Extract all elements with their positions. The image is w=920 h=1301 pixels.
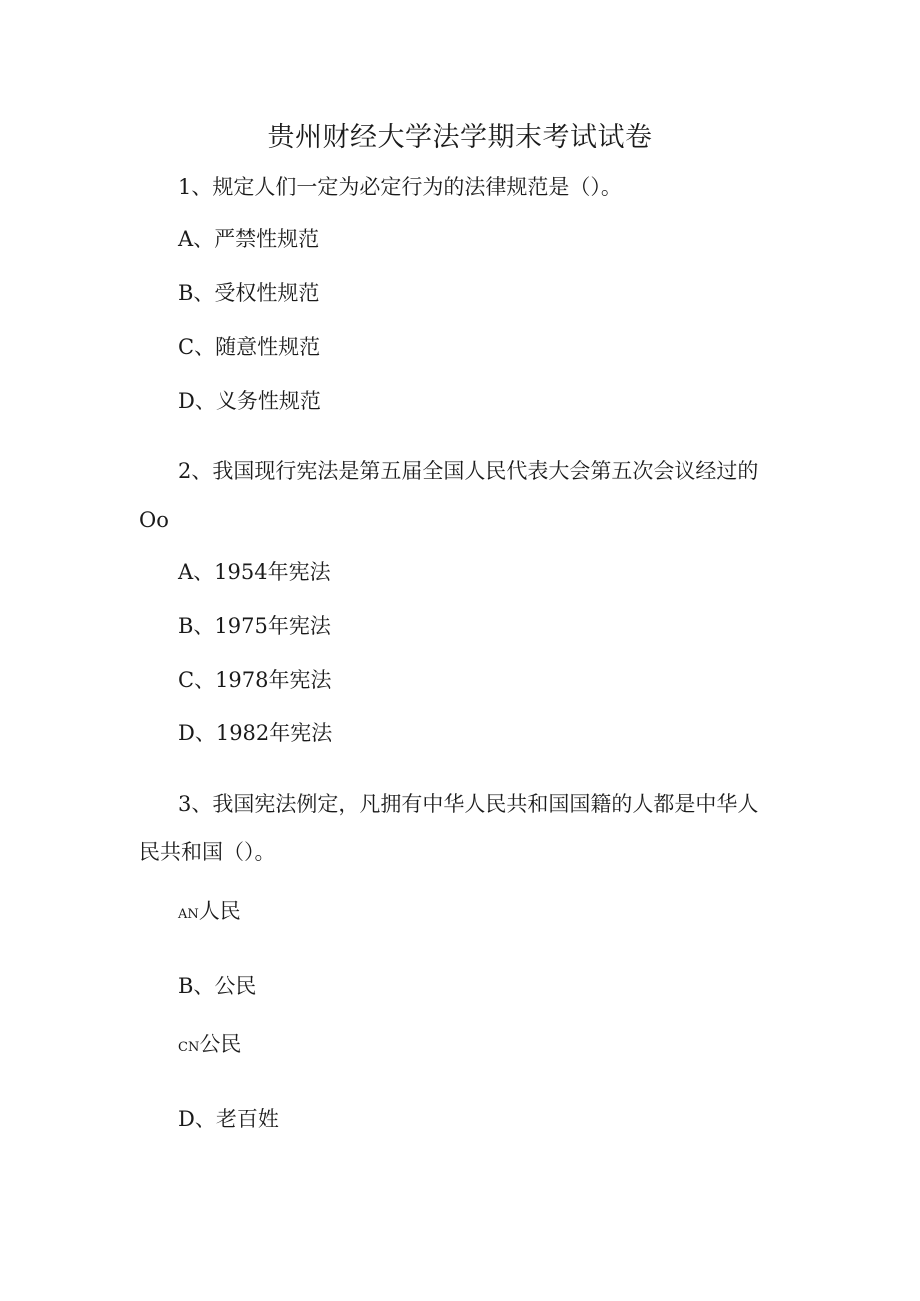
question-2-option-a: A、1954年宪法 [178,560,331,584]
question-3-option-c [178,1029,241,1063]
question-1-stem: 1、规定人们一定为必定行为的法律规范是（）。 [178,175,622,199]
question-3-option-a [178,896,241,930]
question-1-option-c: C、随意性规范 [178,335,321,359]
option-a-text: 人民 [198,899,241,923]
option-c-text: 公民 [199,1032,242,1056]
question-3-stem-line-2: 民共和国（）。 [139,840,276,864]
question-3-stem-line-1: 3、我国宪法例定，凡拥有中华人民共和国国籍的人都是中华人 [178,792,759,816]
option-c-prefix: CN [178,1040,200,1055]
question-1-option-a: A、严禁性规范 [178,227,320,251]
question-1-option-d: D、义务性规范 [178,389,321,413]
question-3-option-b: B、公民 [178,974,257,998]
option-a-prefix: AN [178,907,199,922]
question-2-stem-line-1: 2、我国现行宪法是第五届全国人民代表大会第五次会议经过的 [178,459,759,483]
question-2-option-b: B、1975年宪法 [178,614,331,638]
exam-title: 贵州财经大学法学期末考试试卷 [267,122,653,153]
question-2-option-c: C、1978年宪法 [178,668,332,692]
question-2-option-d: D、1982年宪法 [178,721,333,745]
question-2-stem-line-2: Oo [139,508,169,532]
question-1-option-b: B、受权性规范 [178,281,320,305]
question-3-option-d: D、老百姓 [178,1107,279,1131]
